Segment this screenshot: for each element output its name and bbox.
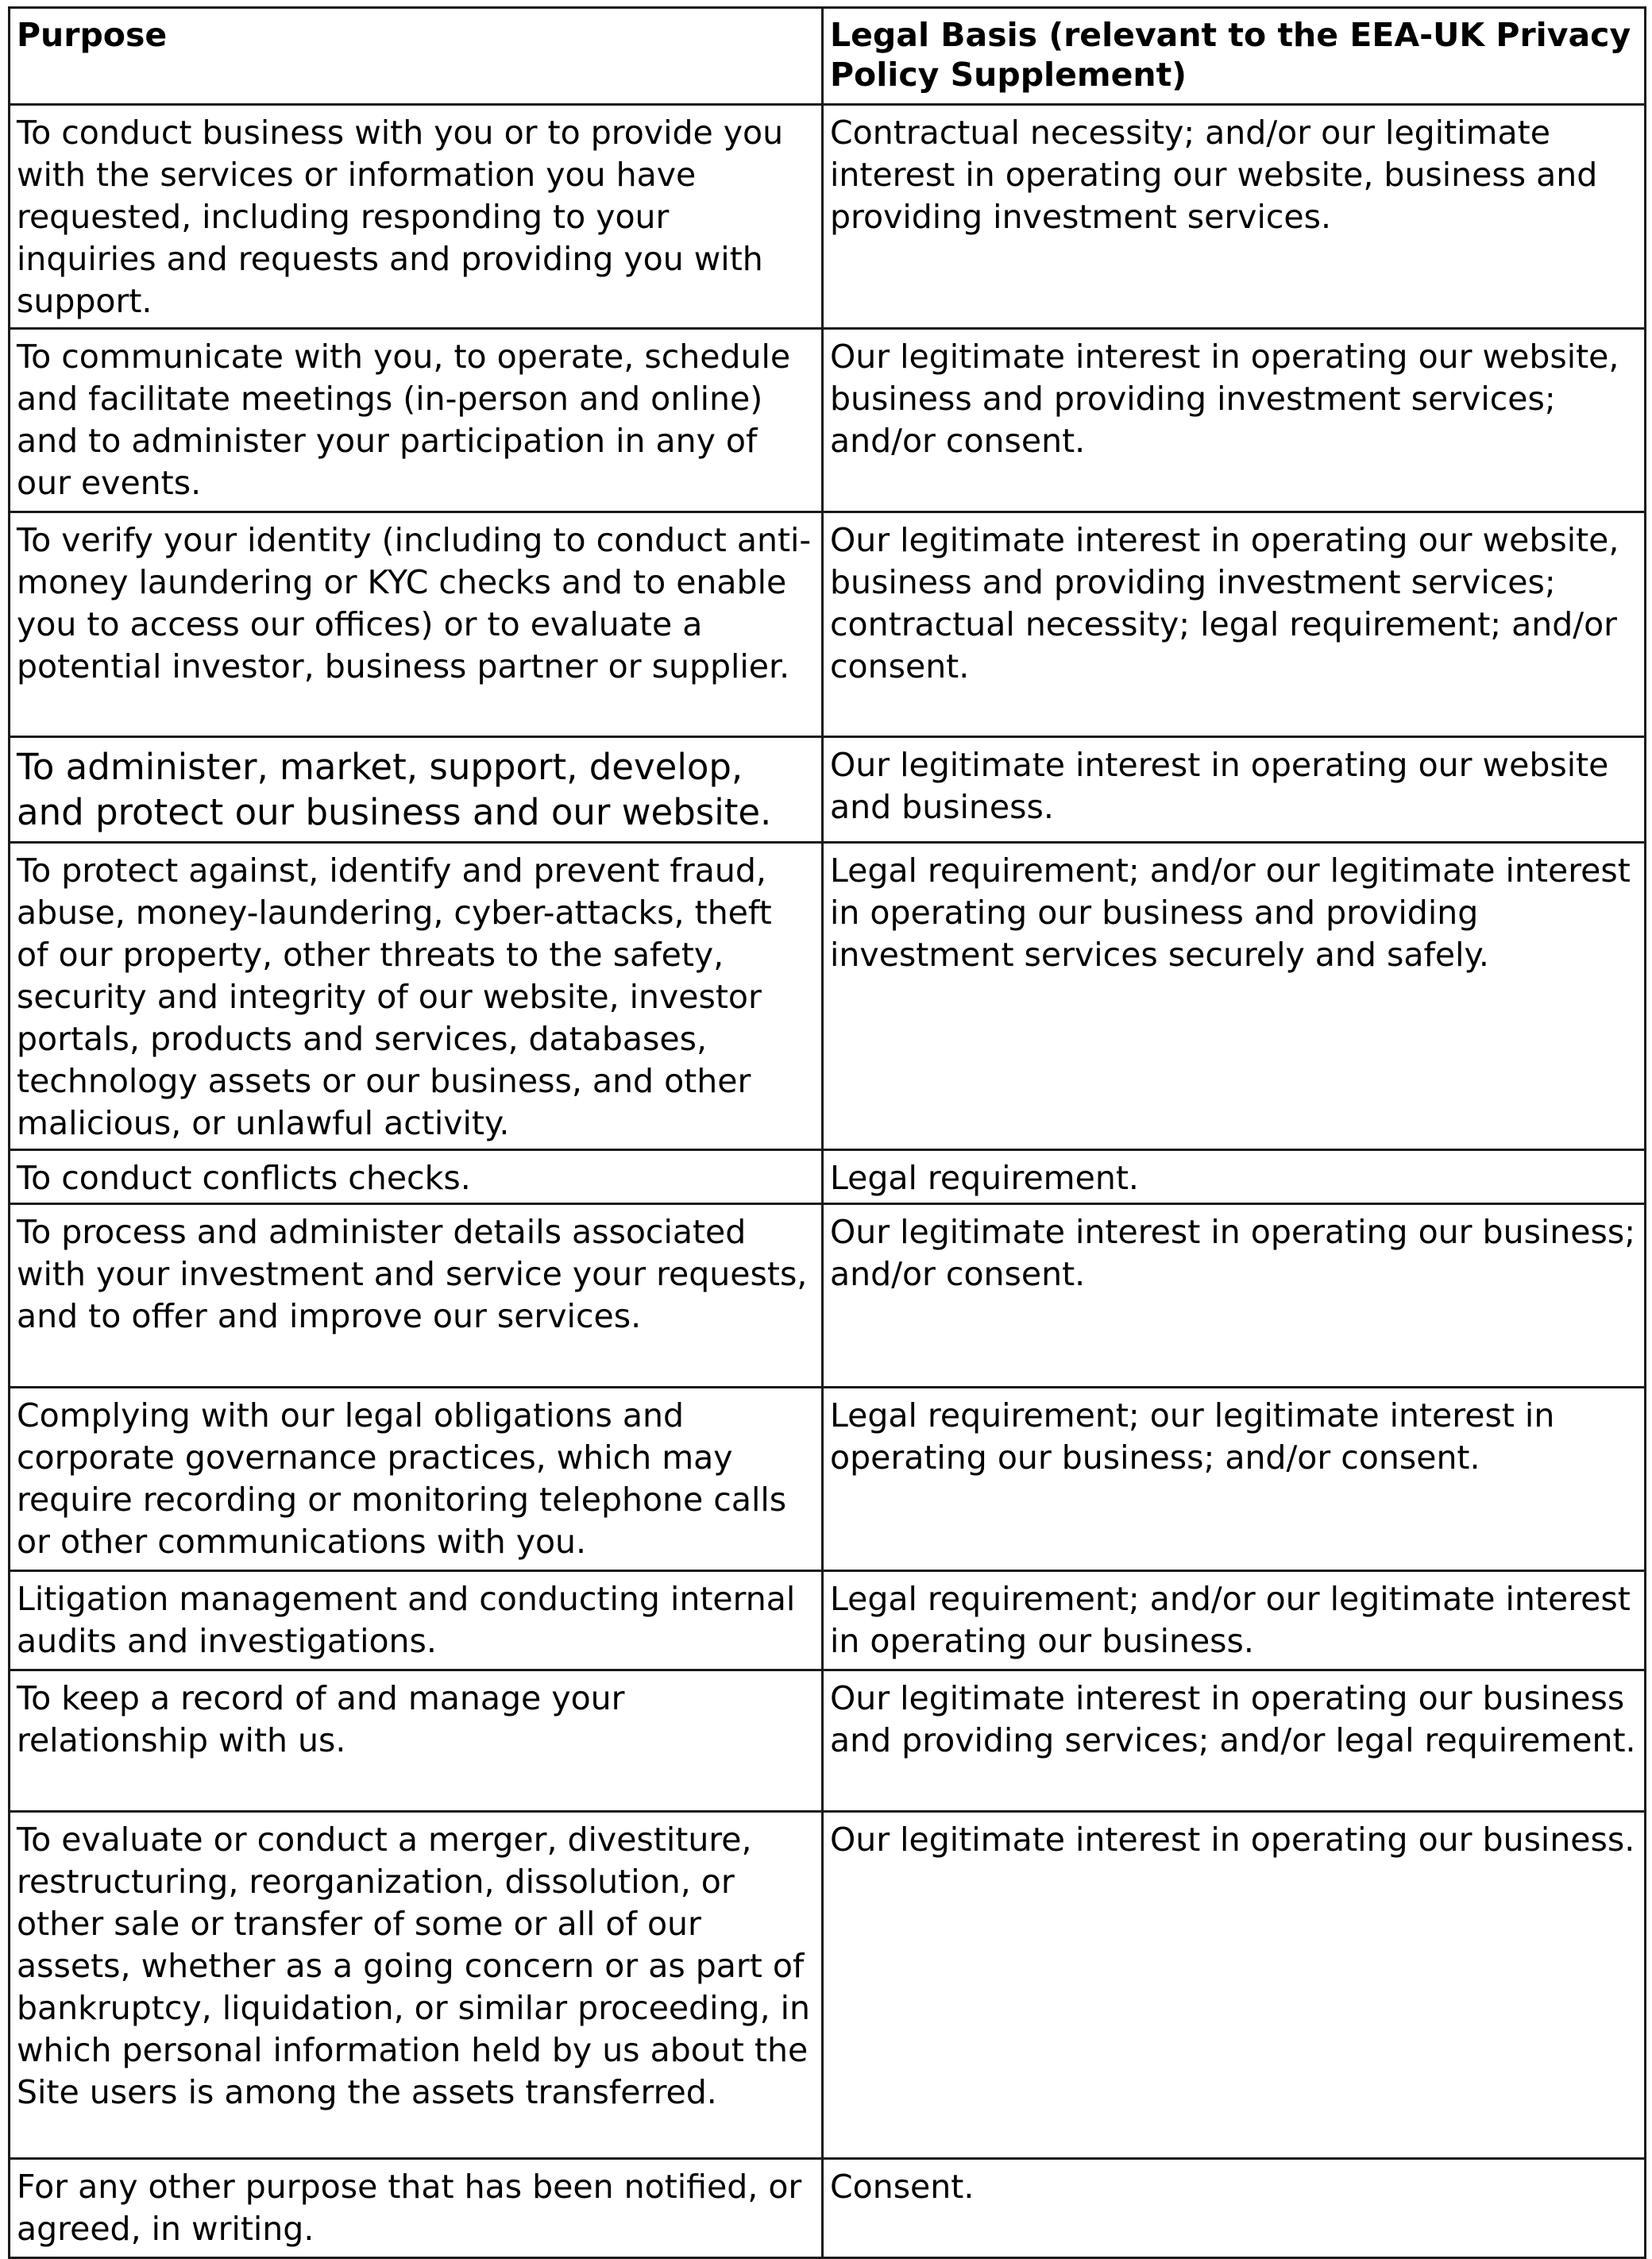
purpose-cell: For any other purpose that has been notified, or agreed, in writing. (10, 2159, 823, 2258)
legal-basis-cell: Legal requirement; and/or our legitimate interest in operating our business and providing investment services securely and safely. (823, 843, 1646, 1150)
header-legal-basis: Legal Basis (relevant to the EEA-UK Privacy Policy Supplement) (823, 8, 1646, 105)
legal-basis-cell: Our legitimate interest in operating our business and providing services; and/or legal requirement. (823, 1670, 1646, 1812)
table-header-row (10, 8, 1646, 105)
table-row (10, 105, 1646, 329)
purpose-cell: Litigation management and conducting internal audits and investigations. (10, 1571, 823, 1670)
legal-basis-cell: Our legitimate interest in operating our website, business and providing investment services; and/or consent. (823, 329, 1646, 512)
purpose-cell: To protect against, identify and prevent fraud, abuse, money-laundering, cyber-attacks, theft of our property, other threats to the safety, security and integrity of our website, investor portals, products and services, databases, technology assets or our business, and other malicious, or unlawful activity. (10, 843, 823, 1150)
purpose-legal-basis-table (8, 6, 1646, 2259)
legal-basis-cell: Our legitimate interest in operating our business; and/or consent. (823, 1204, 1646, 1388)
legal-basis-cell: Legal requirement; and/or our legitimate interest in operating our business. (823, 1571, 1646, 1670)
table-row (10, 1670, 1646, 1812)
legal-basis-cell: Contractual necessity; and/or our legitimate interest in operating our website, business and providing investment services. (823, 105, 1646, 329)
table-row (10, 1812, 1646, 2159)
purpose-cell: To administer, market, support, develop, and protect our business and our website. (10, 737, 823, 843)
legal-basis-cell: Our legitimate interest in operating our website and business. (823, 737, 1646, 843)
table-row (10, 512, 1646, 737)
legal-basis-cell: Our legitimate interest in operating our website, business and providing investment services; contractual necessity; legal requirement; and/or consent. (823, 512, 1646, 737)
purpose-cell: To process and administer details associated with your investment and service your requests, and to offer and improve our services. (10, 1204, 823, 1388)
legal-basis-cell: Legal requirement. (823, 1150, 1646, 1204)
legal-basis-cell: Our legitimate interest in operating our business. (823, 1812, 1646, 2159)
purpose-cell: To conduct conflicts checks. (10, 1150, 823, 1204)
table-row (10, 1571, 1646, 1670)
purpose-cell: To conduct business with you or to provide you with the services or information you have requested, including responding to your inquiries and requests and providing you with support. (10, 105, 823, 329)
table-row (10, 1150, 1646, 1204)
table-row (10, 2159, 1646, 2258)
document-page (8, 6, 1644, 2259)
table-row (10, 329, 1646, 512)
table-row (10, 1388, 1646, 1571)
table-row (10, 737, 1646, 843)
legal-basis-cell: Legal requirement; our legitimate interest in operating our business; and/or consent. (823, 1388, 1646, 1571)
purpose-cell: Complying with our legal obligations and corporate governance practices, which may require recording or monitoring telephone calls or other communications with you. (10, 1388, 823, 1571)
table-row (10, 843, 1646, 1150)
purpose-cell: To evaluate or conduct a merger, divestiture, restructuring, reorganization, dissolution, or other sale or transfer of some or all of our assets, whether as a going concern or as part of bankruptcy, liquidation, or similar proceeding, in which personal information held by us about the Site users is among the assets transferred. (10, 1812, 823, 2159)
purpose-cell: To verify your identity (including to conduct anti-money laundering or KYC checks and to enable you to access our offices) or to evaluate a potential investor, business partner or supplier. (10, 512, 823, 737)
table-row (10, 1204, 1646, 1388)
purpose-cell: To keep a record of and manage your relationship with us. (10, 1670, 823, 1812)
legal-basis-cell: Consent. (823, 2159, 1646, 2258)
header-purpose: Purpose (10, 8, 823, 105)
purpose-cell: To communicate with you, to operate, schedule and facilitate meetings (in-person and online) and to administer your participation in any of our events. (10, 329, 823, 512)
